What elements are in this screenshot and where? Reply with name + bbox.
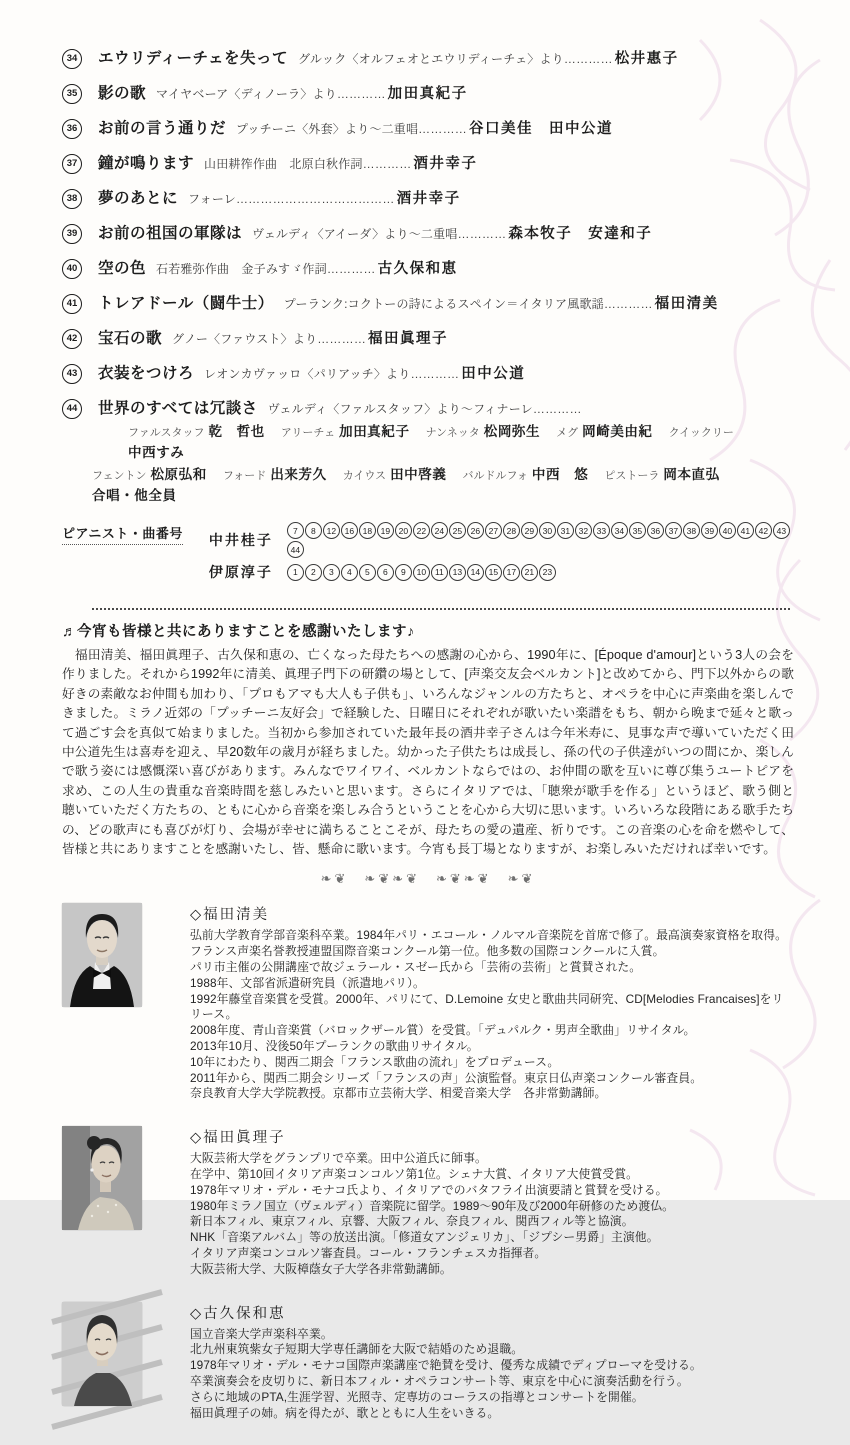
profile-fukuda-kiyomi [62,903,794,1102]
bio-line: 国立音楽大学声楽科卒業。 [190,1326,333,1341]
song-number-ref: 39 [701,522,718,539]
song-number-ref: 5 [359,564,376,581]
song-number-circle: 42 [62,329,82,349]
portrait-photo-mariko-icon [62,1126,142,1230]
bio-line: 1992年藤堂音楽賞を受賞。2000年、パリにて、D.Lemoine 女史と歌曲共同研究、CD[Melodies Francaises]をリリース。 [190,991,784,1022]
cast-role: ファルスタッフ [128,427,205,439]
song-number-ref: 28 [503,522,520,539]
song-number-ref: 33 [593,522,610,539]
cast-name: 乾 哲也 [208,424,265,439]
bio-line: 在学中、第10回イタリア声楽コンコルソ第1位。シェナ大賞、イタリア大使賞受賞。 [190,1167,639,1182]
song-number-circle: 38 [62,189,82,209]
cast-name: 加田真紀子 [339,424,410,439]
bio-line: 2008年度、青山音楽賞（バロックザール賞）を受賞。「デュパルク・男声全歌曲」リサイタル。 [190,1023,696,1038]
profile-bio [190,903,794,1102]
pianist-name: 中井桂子 [208,532,273,548]
cast-name: 岡本直弘 [663,467,720,482]
song-title: 夢のあとに [98,190,179,207]
song-number-circle: 36 [62,119,82,139]
song-performer: 田中公道 [461,366,526,382]
cast-role: ピストーラ [604,470,660,482]
ornament-divider: ❧❦ ❧❦❧❦ ❧❦❧❦ ❧❦ [320,871,536,887]
song-note: マイヤベーア〈ディノーラ〉より………… [156,87,386,101]
song-line [62,328,794,350]
bio-line: 北九州東筑紫女子短期大学専任講師を大阪で結婚のため退職。 [190,1342,524,1357]
song-number-circle: 35 [62,84,82,104]
song-number-ref: 32 [575,522,592,539]
bio-line: パリ市主催の公開講座で故ジェラール・スゼー氏から「芸術の芸術」と賞賛された。 [190,960,642,975]
song-item [62,398,794,506]
profile-bio-lines [190,1327,794,1422]
portrait-photo-kazue-icon [62,1302,142,1406]
song-number-ref: 1 [287,564,304,581]
profile-name: ◇古久保和恵 [190,1305,286,1322]
message-title: ♬今宵も皆様と共にありますことを感謝いたします♪ [62,624,415,640]
song-item [62,223,794,245]
song-line [62,258,794,280]
song-title: お前の言う通りだ [98,120,227,137]
song-performer: 古久保和恵 [377,261,458,277]
song-number-ref: 30 [539,522,556,539]
message-body: 福田清美、福田眞理子、古久保和恵の、亡くなった母たちへの感謝の心から、1990年に、[Époque d'amour]という3人の会を作りました。それから1992年に清美、眞理子門下の研鑽の場として、[声楽交友会ベルカント]と改めてから、門下以外からの歌好きの素敵なお仲間も加わり、「プロもアマも大人も子供も」、いろんなジャンルの方たちと、オペラを中心に声楽曲を楽しんできました。ミラノ近郊の「プッチーニ友好会」で経験した、日曜日にそれぞれが歌いたい楽譜をもち、朝から晩まで延々と歌って過ごす会を真似て始まりました。当初から参加されていた最年長の酒井幸子さんは今年米寿に、見事な声で導いていただく田中公道先生は喜寿を迎え、早20数年の歳月が経ちました。幼かった子供たちは成長し、孫の代の子供達がいつの間にか、楽しんで歌う姿には感慨深い喜びがあります。みんなでワイワイ、ベルカントならではの、お仲間の歌を互いに尊び集うユートピアを求め、この人生の貴重な音楽時間を慈しみたいと思います。さらにイタリアでは、「聴衆が歌手を作る」というほど、歌う側と聴いていただく方たちの、ともに心から音楽を楽しみ合うということを心から大切に思います。いろいろな段階にある歌手たちの、どの歌声にも喜びが灯り、会場が幸せに満ちることこそが、母たちの愛の遺産、祈りです。この音楽の心を命を燃やして、皆様と共にありますことを感謝いたし、皆、懸命に歌います。今宵も長丁場となりますが、お楽しみいただければ幸いです。 [62,648,795,857]
profile-name: ◇福田清美 [190,907,270,924]
song-number-ref: 31 [557,522,574,539]
song-title: 鐘が鳴ります [98,155,195,172]
song-title: 空の色 [98,260,147,277]
song-number-ref: 19 [377,522,394,539]
song-number-ref: 22 [413,522,430,539]
song-number-ref: 41 [737,522,754,539]
song-list [62,48,794,506]
song-item [62,153,794,175]
profile-kokubo-kazue [62,1302,794,1422]
song-number-ref: 40 [719,522,736,539]
pianist-song-numbers [287,564,557,581]
cast-name: 田中啓義 [390,467,447,482]
song-number-ref: 38 [683,522,700,539]
bio-line: 2011年から、関西二期会シリーズ「フランスの声」公演監督。東京日仏声楽コンクール審査員。 [190,1070,703,1085]
song-number-ref: 4 [341,564,358,581]
song-line [62,398,794,420]
song-note: グノー〈ファウスト〉より………… [172,332,367,346]
cast-name: 中西 悠 [531,467,589,482]
cast-role: バルドルフォ [462,470,528,482]
song-performer: 福田清美 [654,296,719,312]
song-number-ref: 10 [413,564,430,581]
song-number-ref: 44 [287,541,304,558]
bio-line: 1978年マリオ・デル・モナコ国際声楽講座で絶賛を受け、優秀な成績でディプローマを受ける。 [190,1358,702,1373]
song-title: トレアドール（闘牛士） [98,295,274,312]
bio-line: 奈良教育大学大学院教授。京都市立芸術大学、相愛音楽大学 各非常勤講師。 [190,1086,607,1101]
song-line [62,188,794,210]
pianist-label: ピアニスト・曲番号 [62,523,183,545]
profiles-section [62,903,794,1421]
song-number-ref: 11 [431,564,448,581]
song-number-ref: 26 [467,522,484,539]
song-number-ref: 6 [377,564,394,581]
song-number-ref: 37 [665,522,682,539]
song-performer: 福田眞理子 [368,331,449,347]
dotted-separator [92,608,790,610]
song-number-ref: 36 [647,522,664,539]
cast-name: 中西すみ [128,445,185,460]
bio-line: 1980年ミラノ国立（ヴェルディ）音楽院に留学。1989～90年及び2000年研修のため渡仏。 [190,1198,675,1213]
pianist-name: 伊原淳子 [208,564,273,580]
bio-line: 大阪芸術大学をグランプリで卒業。田中公道氏に師事。 [190,1151,487,1166]
song-number-ref: 8 [305,522,322,539]
song-number-ref: 27 [485,522,502,539]
song-item [62,258,794,280]
song-performer: 松井惠子 [614,51,679,67]
cast-line [62,465,794,506]
song-number-circle: 43 [62,364,82,384]
cast-role: ナンネッタ [425,427,480,439]
song-number-ref: 15 [485,564,502,581]
cast-name: 合唱・他全員 [92,488,177,503]
cast-name: 出来芳久 [270,467,327,482]
song-item [62,363,794,385]
song-number-ref: 2 [305,564,322,581]
song-number-ref: 14 [467,564,484,581]
song-number-circle: 44 [62,399,82,419]
pianist-row [209,562,794,582]
song-note: 山田耕筰作曲 北原白秋作詞………… [204,157,412,171]
portrait-photo-kiyomi-icon [62,903,142,1007]
song-item [62,83,794,105]
bio-line: 弘前大学教育学部音楽科卒業。1984年パリ・エコール・ノルマル音楽院を首席で修了。最高演奏家資格を取得。 [190,928,787,943]
song-number-ref: 3 [323,564,340,581]
song-number-ref: 13 [449,564,466,581]
song-performer: 酒井幸子 [396,191,461,207]
song-number-ref: 21 [521,564,538,581]
song-title: 衣装をつけろ [98,365,195,382]
song-note: ヴェルディ〈ファルスタッフ〉より～フィナーレ………… [267,402,582,416]
cast-name: 松原弘和 [150,467,207,482]
song-number-ref: 25 [449,522,466,539]
profile-bio-lines [190,928,794,1102]
bio-line: さらに地域のPTA,生涯学習、光照寺、定専坊のコーラスの指導とコンサートを開催。 [190,1389,644,1404]
message-section [62,620,794,887]
profile-bio [190,1302,794,1422]
song-note: フォーレ………………………………… [188,192,395,206]
song-line [62,153,794,175]
song-note: 石若雅弥作曲 金子みすゞ作詞………… [156,262,376,276]
bio-line: フランス声楽名誉教授連盟国際音楽コンクール第一位。他多数の国際コンクールに入賞。 [190,944,665,959]
song-number-ref: 43 [773,522,790,539]
profile-bio-lines [190,1151,794,1277]
song-item [62,328,794,350]
song-title: 影の歌 [98,85,147,102]
cast-name: 岡崎美由紀 [582,424,653,439]
cast-role: アリーチェ [280,427,336,439]
profile-bio [190,1126,794,1277]
cast-role: メグ [556,427,579,439]
cast-role: クイックリー [668,427,734,439]
profile-fukuda-mariko [62,1126,794,1277]
song-performer: 谷口美佳 田中公道 [468,121,613,137]
song-title: お前の祖国の軍隊は [98,225,243,242]
song-number-ref: 23 [539,564,556,581]
pianist-song-numbers [287,522,794,558]
song-performer: 酒井幸子 [413,156,478,172]
song-line [62,363,794,385]
song-title: エウリディーチェを失って [98,50,288,67]
pianist-row [209,522,794,558]
bio-line: 2013年10月、没後50年プーランクの歌曲リサイタル。 [190,1039,479,1054]
song-performer: 加田真紀子 [387,86,468,102]
cast-role: フォード [222,470,267,482]
song-number-ref: 29 [521,522,538,539]
bio-line: 大阪芸術大学、大阪樟蔭女子大学各非常勤講師。 [190,1261,452,1276]
song-item [62,293,794,315]
song-item [62,118,794,140]
cast-role: フェントン [92,470,147,482]
song-item [62,188,794,210]
song-title: 宝石の歌 [98,330,163,347]
song-number-ref: 7 [287,522,304,539]
song-line [62,118,794,140]
song-line [62,83,794,105]
bio-line: 福田眞理子の姉。病を得たが、歌とともに人生をいきる。 [190,1405,500,1420]
pianist-rows [209,522,794,586]
song-number-ref: 9 [395,564,412,581]
song-note: ヴェルディ〈アイーダ〉より～二重唱………… [252,227,507,241]
bio-line: 卒業演奏会を皮切りに、新日本フィル・オペラコンサート等、東京を中心に演奏活動を行う。 [190,1374,689,1388]
bio-line: 新日本フィル、東京フィル、京響、大阪フィル、奈良フィル、関西フィル等と協演。 [190,1214,634,1229]
song-number-ref: 24 [431,522,448,539]
song-note: プーランク:コクトーの詩によるスペイン＝イタリア風歌謡………… [283,297,653,311]
song-item [62,48,794,70]
song-line [62,223,794,245]
song-number-ref: 12 [323,522,340,539]
song-line [62,293,794,315]
song-number-ref: 35 [629,522,646,539]
pianist-section [62,522,794,586]
song-note: グルック〈オルフェオとエウリディーチェ〉より………… [298,52,613,66]
song-performer: 森本牧子 安達和子 [508,226,653,242]
cast-line [62,422,794,463]
song-line [62,48,794,70]
profile-name: ◇福田眞理子 [190,1130,286,1147]
bio-line: NHK「音楽アルバム」等の放送出演。「修道女アンジェリカ」、「ジプシー男爵」主演他。 [190,1230,659,1245]
bio-line: イタリア声楽コンコルソ審査員。コール・フランチェスカ指揮者。 [190,1246,547,1261]
song-number-circle: 37 [62,154,82,174]
bio-line: 10年にわたり、関西二期会「フランス歌曲の流れ」をプロデュース。 [190,1054,560,1069]
song-number-ref: 20 [395,522,412,539]
song-number-circle: 41 [62,294,82,314]
song-title: 世界のすべては冗談さ [98,400,258,417]
song-number-ref: 18 [359,522,376,539]
bio-line: 1978年マリオ・デル・モナコ氏より、イタリアでのバタフライ出演要請と賞賛を受ける。 [190,1182,668,1197]
song-number-circle: 39 [62,224,82,244]
cast-name: 松岡弥生 [483,424,541,439]
song-number-ref: 34 [611,522,628,539]
bio-line: 1988年、文部省派遣研究員（派遣地パリ）。 [190,975,425,990]
song-number-ref: 17 [503,564,520,581]
song-note: レオンカヴァッロ〈パリアッチ〉より………… [204,367,460,381]
song-number-circle: 34 [62,49,82,69]
cast-role: カイウス [342,470,387,482]
song-number-ref: 16 [341,522,358,539]
page-content [62,48,794,1445]
song-number-ref: 42 [755,522,772,539]
song-note: プッチーニ〈外套〉より～二重唱………… [236,122,467,136]
song-number-circle: 40 [62,259,82,279]
